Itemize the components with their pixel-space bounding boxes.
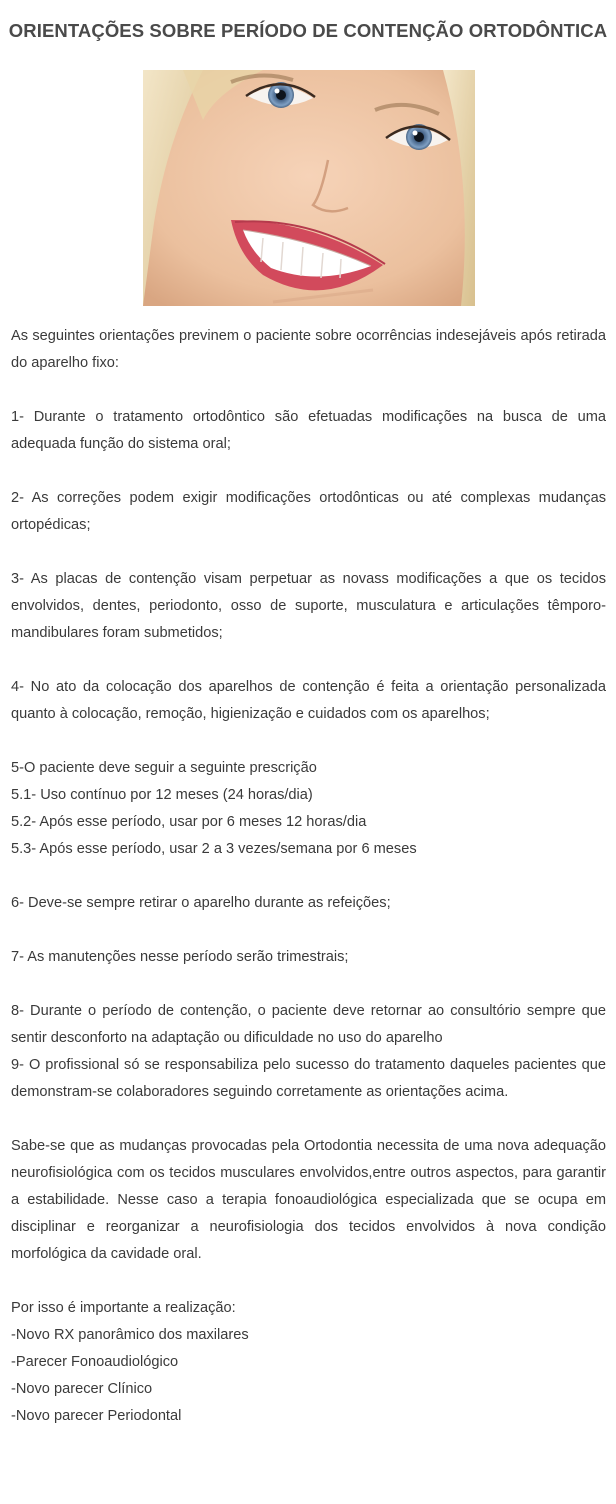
item-3: 3- As placas de contenção visam perpetuar as novass modificações a que os tecidos envolvidos, dentes, periodonto, osso de suporte, musculatura e articulações têmporo-mandibulares foram submetidos;	[11, 571, 606, 641]
content-body	[11, 323, 606, 1430]
item-7: 7- As manutenções nesse período serão trimestrais;	[11, 949, 349, 965]
item-6: 6- Deve-se sempre retirar o aparelho durante as refeições;	[11, 895, 391, 911]
page-title: ORIENTAÇÕES SOBRE PERÍODO DE CONTENÇÃO ORTODÔNTICA	[8, 20, 608, 41]
item-5-1: 5.1- Uso contínuo por 12 meses (24 horas/dia)	[11, 787, 313, 803]
requirement-item: -Novo parecer Periodontal	[11, 1408, 182, 1424]
item-5-3: 5.3- Após esse período, usar 2 a 3 vezes/semana por 6 meses	[11, 841, 417, 857]
item-8: 8- Durante o período de contenção, o paciente deve retornar ao consultório sempre que sentir desconforto na adaptação ou dificuldade no uso do aparelho	[11, 1003, 606, 1046]
requirements-heading: Por isso é importante a realização:	[11, 1300, 236, 1316]
item-4: 4- No ato da colocação dos aparelhos de contenção é feita a orientação personalizada quanto à colocação, remoção, higienização e cuidados com os aparelhos;	[11, 679, 606, 722]
item-2: 2- As correções podem exigir modificações ortodônticas ou até complexas mudanças ortopédicas;	[11, 490, 606, 533]
item-5-heading: 5-O paciente deve seguir a seguinte prescrição	[11, 760, 317, 776]
requirement-item: -Parecer Fonoaudiológico	[11, 1354, 179, 1370]
item-9: 9- O profissional só se responsabiliza pelo sucesso do tratamento daqueles pacientes que demonstram-se colaboradores seguindo corretamente as orientações acima.	[11, 1057, 606, 1100]
requirement-item: -Novo RX panorâmico dos maxilares	[11, 1327, 249, 1343]
item-5-2: 5.2- Após esse período, usar por 6 meses 12 horas/dia	[11, 814, 367, 830]
intro-paragraph: As seguintes orientações previnem o paciente sobre ocorrências indesejáveis após retirada do aparelho fixo:	[11, 328, 606, 371]
smiling-woman-illustration	[143, 70, 475, 306]
closing-paragraph: Sabe-se que as mudanças provocadas pela Ortodontia necessita de uma nova adequação neurofisiológica com os tecidos musculares envolvidos,entre outros aspectos, para garantir a estabilidade. Nesse caso a terapia fonoaudiológica especializada que se ocupa em disciplinar e reorganizar a neurofisiologia dos tecidos envolvidos à nova condição morfológica da cavidade oral.	[11, 1138, 606, 1262]
item-1: 1- Durante o tratamento ortodôntico são efetuadas modificações na busca de uma adequada função do sistema oral;	[11, 409, 606, 452]
smiling-woman-photo	[143, 70, 475, 306]
requirement-item: -Novo parecer Clínico	[11, 1381, 153, 1397]
